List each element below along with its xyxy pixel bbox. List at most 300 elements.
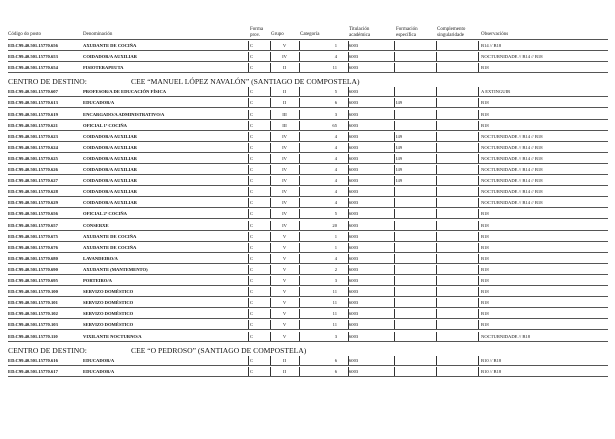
cell-categoria: 3 bbox=[334, 111, 337, 117]
cell-forma: C bbox=[250, 122, 254, 128]
center-heading bbox=[8, 346, 306, 355]
header-formacion-line1: Formación bbox=[396, 27, 418, 32]
cell-titulacion: 6003 bbox=[349, 244, 359, 250]
center-name: CEE “O PEDROSO” (SANTIAGO DE COMPOSTELA) bbox=[131, 345, 307, 355]
cell-categoria: 1 bbox=[334, 43, 337, 48]
cell-titulacion: 6003 bbox=[349, 200, 359, 206]
column-divider bbox=[394, 87, 395, 96]
column-divider bbox=[478, 209, 479, 218]
cell-codigo: ED.C99.40.501.15770.101 bbox=[8, 300, 58, 306]
cell-codigo: ED.C99.40.501.15770.110 bbox=[8, 333, 58, 339]
column-divider bbox=[270, 298, 271, 307]
cell-codigo: ED.C99.40.501.15770.100 bbox=[8, 289, 58, 295]
column-divider bbox=[394, 143, 395, 152]
cell-titulacion: 6003 bbox=[349, 300, 359, 306]
cell-observacions: B18 bbox=[481, 300, 489, 306]
column-divider bbox=[248, 110, 249, 119]
cell-codigo: ED.C99.40.501.15770.656 bbox=[8, 211, 58, 217]
center-heading bbox=[8, 77, 360, 86]
column-divider bbox=[270, 265, 271, 274]
column-divider bbox=[299, 87, 300, 96]
column-divider bbox=[348, 232, 349, 241]
cell-grupo: V bbox=[282, 43, 287, 48]
cell-denominacion: COIDADOR/A AUXILIAR bbox=[83, 133, 137, 139]
column-divider bbox=[248, 121, 249, 130]
cell-titulacion: 6003 bbox=[349, 222, 359, 228]
column-divider bbox=[270, 132, 271, 141]
cell-forma: C bbox=[250, 54, 254, 60]
cell-codigo: ED.C99.40.501.15770.102 bbox=[8, 311, 58, 317]
cell-codigo: ED.C99.40.501.15770.623 bbox=[8, 133, 58, 139]
cell-observacions: B18 bbox=[481, 211, 489, 217]
cell-denominacion: CONSERXE bbox=[83, 222, 109, 228]
column-divider bbox=[436, 165, 437, 174]
column-divider bbox=[436, 243, 437, 252]
cell-titulacion: 6003 bbox=[349, 167, 359, 172]
column-divider bbox=[478, 332, 479, 341]
column-divider bbox=[394, 276, 395, 285]
cell-observacions: B18 bbox=[481, 233, 489, 239]
cell-forma: C bbox=[250, 211, 254, 217]
column-divider bbox=[248, 254, 249, 263]
column-divider bbox=[478, 298, 479, 307]
cell-observacions: B14 // B18 bbox=[481, 43, 502, 48]
column-divider bbox=[478, 154, 479, 163]
column-divider bbox=[270, 187, 271, 196]
table-row bbox=[8, 331, 608, 342]
column-divider bbox=[394, 332, 395, 341]
column-divider bbox=[394, 121, 395, 130]
cell-denominacion: SERVIZO DOMÉSTICO bbox=[83, 311, 134, 317]
column-divider bbox=[270, 356, 271, 365]
cell-categoria: 4 bbox=[334, 54, 337, 60]
column-divider bbox=[348, 243, 349, 252]
column-divider bbox=[299, 187, 300, 196]
column-divider bbox=[436, 154, 437, 163]
cell-denominacion: AXUDANTE DE COCIÑA bbox=[83, 244, 137, 250]
table-row bbox=[8, 197, 608, 208]
column-divider bbox=[299, 332, 300, 341]
cell-titulacion: 6003 bbox=[349, 278, 359, 283]
column-divider bbox=[299, 52, 300, 61]
column-divider bbox=[478, 132, 479, 141]
column-divider bbox=[348, 143, 349, 152]
cell-codigo: ED.C99.40.501.15770.626 bbox=[8, 167, 58, 172]
column-divider bbox=[299, 143, 300, 152]
column-divider bbox=[248, 221, 249, 230]
cell-forma: C bbox=[250, 266, 254, 272]
cell-observacions: B18 bbox=[481, 322, 489, 328]
cell-titulacion: 6003 bbox=[349, 289, 359, 295]
header-forma bbox=[250, 27, 263, 38]
cell-codigo: ED.C99.40.501.15770.627 bbox=[8, 178, 58, 184]
cell-codigo: ED.C99.40.501.15770.695 bbox=[8, 278, 58, 283]
column-divider bbox=[299, 276, 300, 285]
column-divider bbox=[270, 221, 271, 230]
cell-observacions: B18 bbox=[481, 255, 489, 261]
cell-titulacion: 6003 bbox=[349, 122, 359, 128]
column-divider bbox=[394, 254, 395, 263]
column-divider bbox=[394, 367, 395, 376]
table-row bbox=[8, 208, 608, 219]
cell-denominacion: PROFESOR/A DE EDUCACIÓN FÍSICA bbox=[83, 89, 167, 95]
column-divider bbox=[248, 356, 249, 365]
cell-forma: C bbox=[250, 111, 254, 117]
cell-grupo: IV bbox=[282, 211, 287, 217]
column-divider bbox=[270, 320, 271, 329]
column-divider bbox=[436, 367, 437, 376]
table-row bbox=[8, 366, 608, 377]
column-divider bbox=[248, 320, 249, 329]
column-divider bbox=[248, 265, 249, 274]
column-divider bbox=[348, 309, 349, 318]
column-divider bbox=[299, 209, 300, 218]
column-divider bbox=[248, 367, 249, 376]
table-row bbox=[8, 51, 608, 62]
cell-forma: C bbox=[250, 200, 254, 206]
column-divider bbox=[348, 198, 349, 207]
cell-observacions: B10 // B18 bbox=[481, 368, 502, 374]
column-divider bbox=[478, 320, 479, 329]
cell-forma: C bbox=[250, 65, 254, 71]
cell-forma: C bbox=[250, 222, 254, 228]
cell-grupo: V bbox=[282, 244, 287, 250]
column-divider bbox=[394, 309, 395, 318]
cell-forma: C bbox=[250, 43, 254, 48]
column-divider bbox=[436, 309, 437, 318]
cell-grupo: III bbox=[282, 122, 287, 128]
table-row bbox=[8, 153, 608, 164]
column-divider bbox=[478, 198, 479, 207]
column-divider bbox=[436, 276, 437, 285]
column-divider bbox=[348, 187, 349, 196]
cell-grupo: V bbox=[282, 311, 287, 317]
cell-titulacion: 6003 bbox=[349, 144, 359, 150]
column-divider bbox=[348, 320, 349, 329]
column-divider bbox=[478, 254, 479, 263]
cell-observacions: B18 bbox=[481, 122, 489, 128]
column-divider bbox=[394, 154, 395, 163]
cell-observacions: B18 bbox=[481, 289, 489, 295]
column-divider bbox=[248, 209, 249, 218]
cell-observacions: NOCTURNIDADE // B14 // B18 bbox=[481, 133, 543, 139]
cell-forma: C bbox=[250, 333, 254, 339]
column-divider bbox=[299, 132, 300, 141]
table-row bbox=[8, 220, 608, 231]
cell-titulacion: 6003 bbox=[349, 311, 359, 317]
cell-categoria: 11 bbox=[332, 300, 337, 306]
column-divider bbox=[394, 209, 395, 218]
cell-categoria: 5 bbox=[334, 211, 337, 217]
column-divider bbox=[394, 198, 395, 207]
column-divider bbox=[248, 52, 249, 61]
cell-grupo: IV bbox=[282, 178, 287, 184]
cell-titulacion: 6003 bbox=[349, 333, 359, 339]
cell-denominacion: SERVIZO DOMÉSTICO bbox=[83, 300, 134, 306]
cell-categoria: 4 bbox=[334, 133, 337, 139]
table-row bbox=[8, 253, 608, 264]
column-divider bbox=[248, 232, 249, 241]
cell-categoria: 4 bbox=[334, 178, 337, 184]
column-divider bbox=[348, 165, 349, 174]
column-divider bbox=[478, 243, 479, 252]
cell-titulacion: 6003 bbox=[349, 368, 359, 374]
column-divider bbox=[394, 98, 395, 107]
header-complemento bbox=[437, 27, 465, 38]
column-divider bbox=[478, 187, 479, 196]
cell-grupo: II bbox=[282, 89, 287, 95]
column-divider bbox=[436, 143, 437, 152]
cell-denominacion: COIDADOR/A AUXILIAR bbox=[83, 189, 137, 195]
column-divider bbox=[478, 63, 479, 72]
cell-categoria: 4 bbox=[334, 200, 337, 206]
table-row bbox=[8, 319, 608, 330]
column-divider bbox=[394, 356, 395, 365]
column-divider bbox=[270, 165, 271, 174]
cell-grupo: IV bbox=[282, 155, 287, 161]
column-divider bbox=[299, 254, 300, 263]
column-divider bbox=[270, 121, 271, 130]
column-divider bbox=[270, 63, 271, 72]
column-divider bbox=[270, 52, 271, 61]
column-divider bbox=[436, 132, 437, 141]
column-divider bbox=[478, 98, 479, 107]
column-divider bbox=[394, 110, 395, 119]
cell-denominacion: COIDADOR/A AUXILIAR bbox=[83, 167, 137, 172]
cell-categoria: 6 bbox=[334, 100, 337, 106]
cell-forma: C bbox=[250, 144, 254, 150]
column-divider bbox=[436, 52, 437, 61]
cell-denominacion: COIDADOR/A AUXILIAR bbox=[83, 200, 137, 206]
cell-observacions: A EXTINGUIR bbox=[481, 89, 511, 95]
cell-codigo: ED.C99.40.501.15770.676 bbox=[8, 244, 58, 250]
cell-observacions: B18 bbox=[481, 278, 489, 283]
cell-forma: C bbox=[250, 255, 254, 261]
cell-denominacion: COIDADOR/A AUXILIAR bbox=[83, 54, 137, 60]
table-row bbox=[8, 109, 608, 120]
cell-forma: C bbox=[250, 100, 254, 106]
column-divider bbox=[348, 287, 349, 296]
column-divider bbox=[436, 287, 437, 296]
column-divider bbox=[248, 154, 249, 163]
column-divider bbox=[478, 121, 479, 130]
column-divider bbox=[478, 367, 479, 376]
cell-categoria: 2 bbox=[334, 266, 337, 272]
cell-observacions: NOCTURNIDADE // B14 // B18 bbox=[481, 167, 543, 172]
cell-codigo: ED.C99.40.501.15770.613 bbox=[8, 100, 58, 106]
column-divider bbox=[299, 98, 300, 107]
column-divider bbox=[270, 110, 271, 119]
cell-grupo: IV bbox=[282, 167, 287, 172]
table-row bbox=[8, 62, 608, 73]
center-label: CENTRO DE DESTINO: bbox=[8, 77, 87, 87]
column-divider bbox=[270, 287, 271, 296]
column-divider bbox=[248, 298, 249, 307]
table-row bbox=[8, 142, 608, 153]
cell-grupo: IV bbox=[282, 144, 287, 150]
cell-denominacion: PORTEIRO/A bbox=[83, 278, 112, 283]
cell-codigo: ED.C99.40.501.15770.656 bbox=[8, 43, 58, 48]
cell-denominacion: SERVIZO DOMÉSTICO bbox=[83, 289, 134, 295]
cell-denominacion: EDUCADOR/A bbox=[83, 368, 115, 374]
cell-observacions: B18 bbox=[481, 266, 489, 272]
table-row bbox=[8, 275, 608, 286]
column-divider bbox=[270, 243, 271, 252]
column-divider bbox=[436, 87, 437, 96]
cell-forma: C bbox=[250, 189, 254, 195]
column-divider bbox=[436, 356, 437, 365]
column-divider bbox=[348, 98, 349, 107]
cell-forma: C bbox=[250, 155, 254, 161]
cell-codigo: ED.C99.40.501.15770.625 bbox=[8, 155, 58, 161]
column-divider bbox=[394, 132, 395, 141]
column-divider bbox=[348, 52, 349, 61]
table-row bbox=[8, 308, 608, 319]
header-formacion-line2: específica bbox=[396, 32, 416, 38]
cell-formacion: I49 bbox=[396, 100, 403, 106]
cell-denominacion: AXUDANTE DE COCIÑA bbox=[83, 233, 137, 239]
table-row bbox=[8, 164, 608, 175]
header-forma-line1: Forma bbox=[250, 27, 264, 32]
column-divider bbox=[248, 332, 249, 341]
header-codigo: Código do posto bbox=[8, 32, 42, 37]
column-divider bbox=[436, 41, 437, 50]
column-divider bbox=[299, 309, 300, 318]
column-divider bbox=[270, 309, 271, 318]
cell-codigo: ED.C99.40.501.15770.619 bbox=[8, 111, 58, 117]
cell-codigo: ED.C99.40.501.15770.629 bbox=[8, 200, 58, 206]
cell-codigo: ED.C99.40.501.15770.675 bbox=[8, 233, 58, 239]
column-divider bbox=[436, 320, 437, 329]
column-divider bbox=[394, 176, 395, 185]
cell-denominacion: COIDADOR/A AUXILIAR bbox=[83, 155, 137, 161]
cell-forma: C bbox=[250, 133, 254, 139]
column-divider bbox=[394, 232, 395, 241]
cell-grupo: IV bbox=[282, 54, 287, 60]
cell-categoria: 3 bbox=[334, 278, 337, 283]
table-row bbox=[8, 242, 608, 253]
column-divider bbox=[270, 98, 271, 107]
cell-denominacion: OFICIAL 1ª COCIÑA bbox=[83, 122, 128, 128]
column-divider bbox=[478, 87, 479, 96]
column-divider bbox=[270, 198, 271, 207]
cell-formacion: I49 bbox=[396, 144, 403, 150]
column-divider bbox=[299, 121, 300, 130]
cell-denominacion: OFICIAL 2ª COCIÑA bbox=[83, 211, 128, 217]
cell-observacions: NOCTURNIDADE // B14 // B18 bbox=[481, 144, 543, 150]
column-divider bbox=[348, 63, 349, 72]
column-divider bbox=[299, 243, 300, 252]
column-divider bbox=[270, 154, 271, 163]
cell-observacions: B18 bbox=[481, 244, 489, 250]
column-divider bbox=[478, 356, 479, 365]
column-divider bbox=[299, 110, 300, 119]
cell-categoria: 4 bbox=[334, 255, 337, 261]
cell-categoria: 11 bbox=[332, 289, 337, 295]
cell-forma: C bbox=[250, 357, 254, 363]
cell-categoria: 4 bbox=[334, 189, 337, 195]
column-divider bbox=[248, 41, 249, 50]
cell-denominacion: ENCARGADO/A ADMINISTRATIVO/A bbox=[83, 111, 165, 117]
cell-denominacion: EDUCADOR/A bbox=[83, 357, 115, 363]
column-divider bbox=[348, 132, 349, 141]
column-divider bbox=[248, 165, 249, 174]
table-row bbox=[8, 120, 608, 131]
cell-denominacion: COIDADOR/A AUXILIAR bbox=[83, 178, 137, 184]
cell-codigo: ED.C99.40.501.15770.680 bbox=[8, 255, 58, 261]
cell-grupo: V bbox=[282, 322, 287, 328]
column-divider bbox=[394, 243, 395, 252]
column-divider bbox=[270, 209, 271, 218]
column-divider bbox=[348, 367, 349, 376]
column-divider bbox=[478, 41, 479, 50]
column-divider bbox=[248, 143, 249, 152]
column-divider bbox=[436, 209, 437, 218]
column-divider bbox=[394, 298, 395, 307]
column-divider bbox=[394, 265, 395, 274]
column-divider bbox=[478, 276, 479, 285]
cell-forma: C bbox=[250, 278, 254, 283]
cell-forma: C bbox=[250, 322, 254, 328]
column-divider bbox=[478, 265, 479, 274]
cell-categoria: 11 bbox=[332, 322, 337, 328]
cell-grupo: V bbox=[282, 255, 287, 261]
column-divider bbox=[436, 254, 437, 263]
cell-forma: C bbox=[250, 244, 254, 250]
cell-grupo: IV bbox=[282, 133, 287, 139]
header-titulacion-line1: Titulación bbox=[349, 27, 370, 32]
cell-denominacion: VIXILANTE NOCTURNO/A bbox=[83, 333, 142, 339]
column-divider bbox=[270, 332, 271, 341]
column-divider bbox=[299, 41, 300, 50]
header-observacions: Observacións bbox=[481, 32, 509, 37]
column-divider bbox=[248, 243, 249, 252]
cell-categoria: 6 bbox=[334, 357, 337, 363]
cell-observacions: B18 bbox=[481, 111, 489, 117]
cell-observacions: B18 bbox=[481, 222, 489, 228]
column-divider bbox=[299, 63, 300, 72]
cell-categoria: 1 bbox=[334, 244, 337, 250]
header-complemento-line1: Complemento bbox=[437, 27, 466, 32]
cell-titulacion: 6003 bbox=[349, 43, 359, 48]
cell-titulacion: 6003 bbox=[349, 65, 359, 71]
cell-denominacion: COIDADOR/A AUXILIAR bbox=[83, 144, 137, 150]
cell-formacion: I49 bbox=[396, 178, 403, 184]
cell-categoria: 11 bbox=[332, 65, 337, 71]
table-row bbox=[8, 97, 608, 108]
cell-categoria: 65 bbox=[332, 122, 337, 128]
column-divider bbox=[348, 254, 349, 263]
header-complemento-line2: singularidade bbox=[437, 32, 464, 38]
column-divider bbox=[394, 320, 395, 329]
cell-formacion: I49 bbox=[396, 133, 403, 139]
column-divider bbox=[348, 154, 349, 163]
center-label: CENTRO DE DESTINO: bbox=[8, 345, 87, 355]
column-divider bbox=[348, 87, 349, 96]
column-divider bbox=[436, 187, 437, 196]
cell-titulacion: 6003 bbox=[349, 233, 359, 239]
column-divider bbox=[299, 298, 300, 307]
table-row bbox=[8, 86, 608, 97]
cell-titulacion: 6003 bbox=[349, 322, 359, 328]
cell-observacions: NOCTURNIDADE // B18 bbox=[481, 333, 530, 339]
cell-titulacion: 6003 bbox=[349, 89, 359, 95]
column-divider bbox=[248, 276, 249, 285]
cell-titulacion: 6003 bbox=[349, 255, 359, 261]
column-divider bbox=[394, 187, 395, 196]
column-divider bbox=[348, 221, 349, 230]
cell-forma: C bbox=[250, 300, 254, 306]
